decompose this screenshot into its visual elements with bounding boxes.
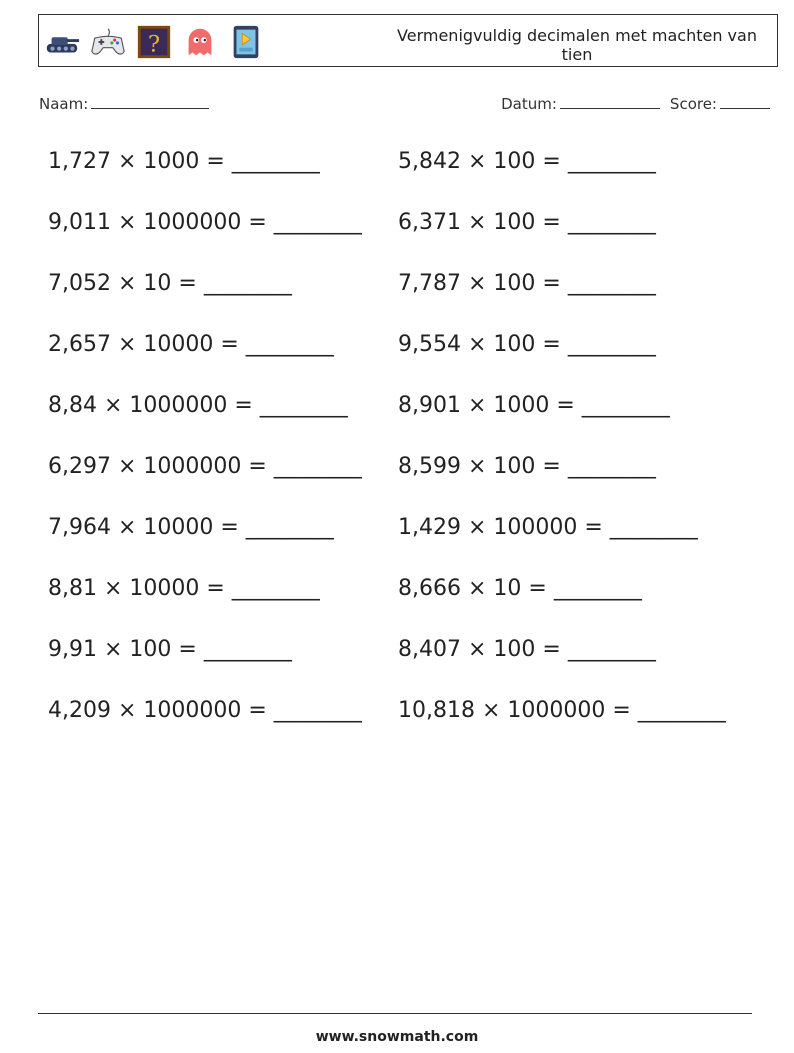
date-label: Datum:: [501, 95, 557, 113]
problem-item: 4,209 × 1000000 = ________: [48, 698, 362, 723]
problem-row: [48, 329, 768, 390]
header-box: [38, 14, 778, 67]
tank-icon: [43, 23, 81, 61]
problem-item: 8,666 × 10 = ________: [398, 576, 642, 601]
date-score-fields: [501, 94, 770, 113]
svg-text:?: ?: [147, 31, 161, 58]
problem-item: 10,818 × 1000000 = ________: [398, 698, 726, 723]
ghost-icon: [181, 23, 219, 61]
problem-row: [48, 207, 768, 268]
date-blank[interactable]: [560, 94, 660, 109]
problem-row: [48, 451, 768, 512]
problem-item: 9,554 × 100 = ________: [398, 332, 656, 357]
problem-item: 1,429 × 100000 = ________: [398, 515, 698, 540]
problem-row: [48, 512, 768, 573]
score-blank[interactable]: [720, 94, 770, 109]
problem-row: [48, 146, 768, 207]
name-label: Naam:: [39, 95, 89, 113]
problem-item: 8,599 × 100 = ________: [398, 454, 656, 479]
score-label: Score:: [669, 95, 717, 113]
problem-item: 8,407 × 100 = ________: [398, 637, 656, 662]
problem-row: [48, 634, 768, 695]
name-field: [39, 94, 209, 113]
problem-row: [48, 573, 768, 634]
problem-item: 6,297 × 1000000 = ________: [48, 454, 362, 479]
problem-grid: [48, 146, 768, 756]
problem-row: [48, 695, 768, 756]
name-blank[interactable]: [91, 94, 209, 109]
problem-item: 9,011 × 1000000 = ________: [48, 210, 362, 235]
gamepad-icon: [89, 23, 127, 61]
problem-row: [48, 390, 768, 451]
problem-item: 7,964 × 10000 = ________: [48, 515, 334, 540]
problem-item: 9,91 × 100 = ________: [48, 637, 292, 662]
footer-url[interactable]: www.snowmath.com: [315, 1029, 479, 1045]
problem-item: 6,371 × 100 = ________: [398, 210, 656, 235]
footer-divider: [38, 1013, 752, 1014]
problem-item: 1,727 × 1000 = ________: [48, 149, 320, 174]
problem-item: 8,84 × 1000000 = ________: [48, 393, 348, 418]
header-icons: [43, 22, 265, 62]
question-block-icon: [135, 23, 173, 61]
page-title: Vermenigvuldig decimalen met machten van tien: [397, 26, 757, 64]
problem-row: [48, 268, 768, 329]
problem-item: 8,901 × 1000 = ________: [398, 393, 670, 418]
play-tablet-icon: [227, 23, 265, 61]
problem-item: 2,657 × 10000 = ________: [48, 332, 334, 357]
problem-item: 7,052 × 10 = ________: [48, 271, 292, 296]
problem-item: 5,842 × 100 = ________: [398, 149, 656, 174]
problem-item: 8,81 × 10000 = ________: [48, 576, 320, 601]
problem-item: 7,787 × 100 = ________: [398, 271, 656, 296]
